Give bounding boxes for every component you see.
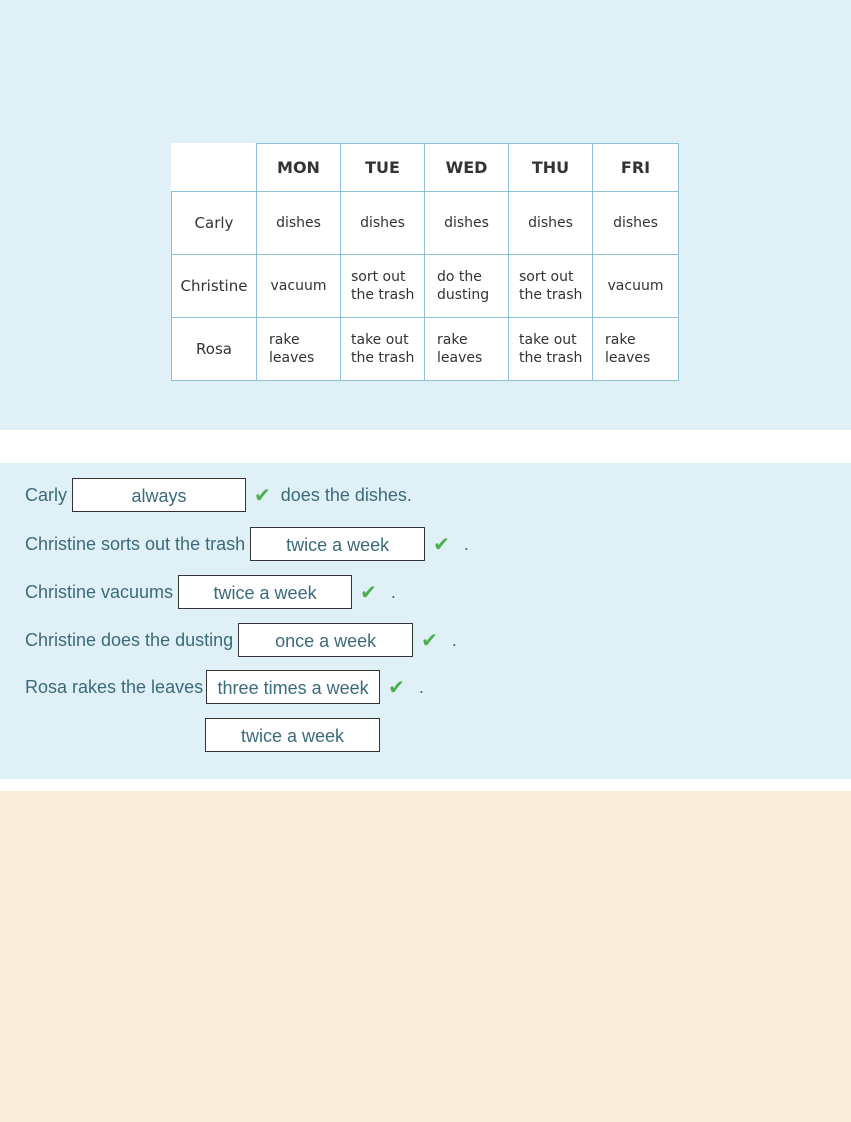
task-cell: dishes xyxy=(593,192,679,255)
sentence-text: Christine does the dusting xyxy=(25,629,234,650)
sentence-text: . xyxy=(418,676,424,697)
sentence-text: Christine sorts out the trash xyxy=(25,533,246,554)
sentence-5 xyxy=(25,669,424,705)
person-name: Rosa xyxy=(172,318,257,381)
sentence-text: Rosa rakes the leaves xyxy=(25,676,204,697)
task-cell: take out the trash xyxy=(341,318,425,381)
person-name: Carly xyxy=(172,192,257,255)
task-cell: dishes xyxy=(341,192,425,255)
bottom-panel xyxy=(0,791,851,1122)
answer-box[interactable]: once a week xyxy=(238,623,413,657)
task-cell: sort out the trash xyxy=(509,255,593,318)
sentence-text: Carly xyxy=(25,484,68,505)
day-header: MON xyxy=(257,144,341,192)
sentence-text: does the dishes. xyxy=(280,484,412,505)
draggable-option[interactable]: twice a week xyxy=(205,718,380,752)
sentence-text: Christine vacuums xyxy=(25,581,174,602)
sentence-4 xyxy=(25,622,457,658)
task-cell: rake leaves xyxy=(593,318,679,381)
chores-schedule-table xyxy=(171,143,679,381)
option-bank xyxy=(200,717,386,753)
table-header-row xyxy=(172,144,679,192)
table-row xyxy=(172,255,679,318)
schedule-panel xyxy=(0,0,851,430)
answer-box[interactable]: twice a week xyxy=(250,527,425,561)
answer-box[interactable]: three times a week xyxy=(206,670,380,704)
day-header: FRI xyxy=(593,144,679,192)
check-icon: ✔ xyxy=(388,676,405,699)
check-icon: ✔ xyxy=(254,484,271,507)
answer-box[interactable]: twice a week xyxy=(178,575,352,609)
task-cell: take out the trash xyxy=(509,318,593,381)
day-header: WED xyxy=(425,144,509,192)
task-cell: dishes xyxy=(509,192,593,255)
table-row xyxy=(172,318,679,381)
task-cell: vacuum xyxy=(593,255,679,318)
corner-cell xyxy=(172,144,257,192)
day-header: TUE xyxy=(341,144,425,192)
task-cell: rake leaves xyxy=(257,318,341,381)
sentence-text: . xyxy=(463,533,469,554)
sentence-1 xyxy=(25,477,412,513)
person-name: Christine xyxy=(172,255,257,318)
check-icon: ✔ xyxy=(360,581,377,604)
exercise-panel xyxy=(0,463,851,779)
answer-box[interactable]: always xyxy=(72,478,246,512)
check-icon: ✔ xyxy=(433,533,450,556)
sentence-3 xyxy=(25,574,396,610)
sentence-text: . xyxy=(451,629,457,650)
sentence-2 xyxy=(25,526,469,562)
task-cell: rake leaves xyxy=(425,318,509,381)
table-row xyxy=(172,192,679,255)
task-cell: vacuum xyxy=(257,255,341,318)
day-header: THU xyxy=(509,144,593,192)
task-cell: sort out the trash xyxy=(341,255,425,318)
task-cell: dishes xyxy=(425,192,509,255)
sentence-text: . xyxy=(390,581,396,602)
check-icon: ✔ xyxy=(421,629,438,652)
task-cell: dishes xyxy=(257,192,341,255)
task-cell: do the dusting xyxy=(425,255,509,318)
